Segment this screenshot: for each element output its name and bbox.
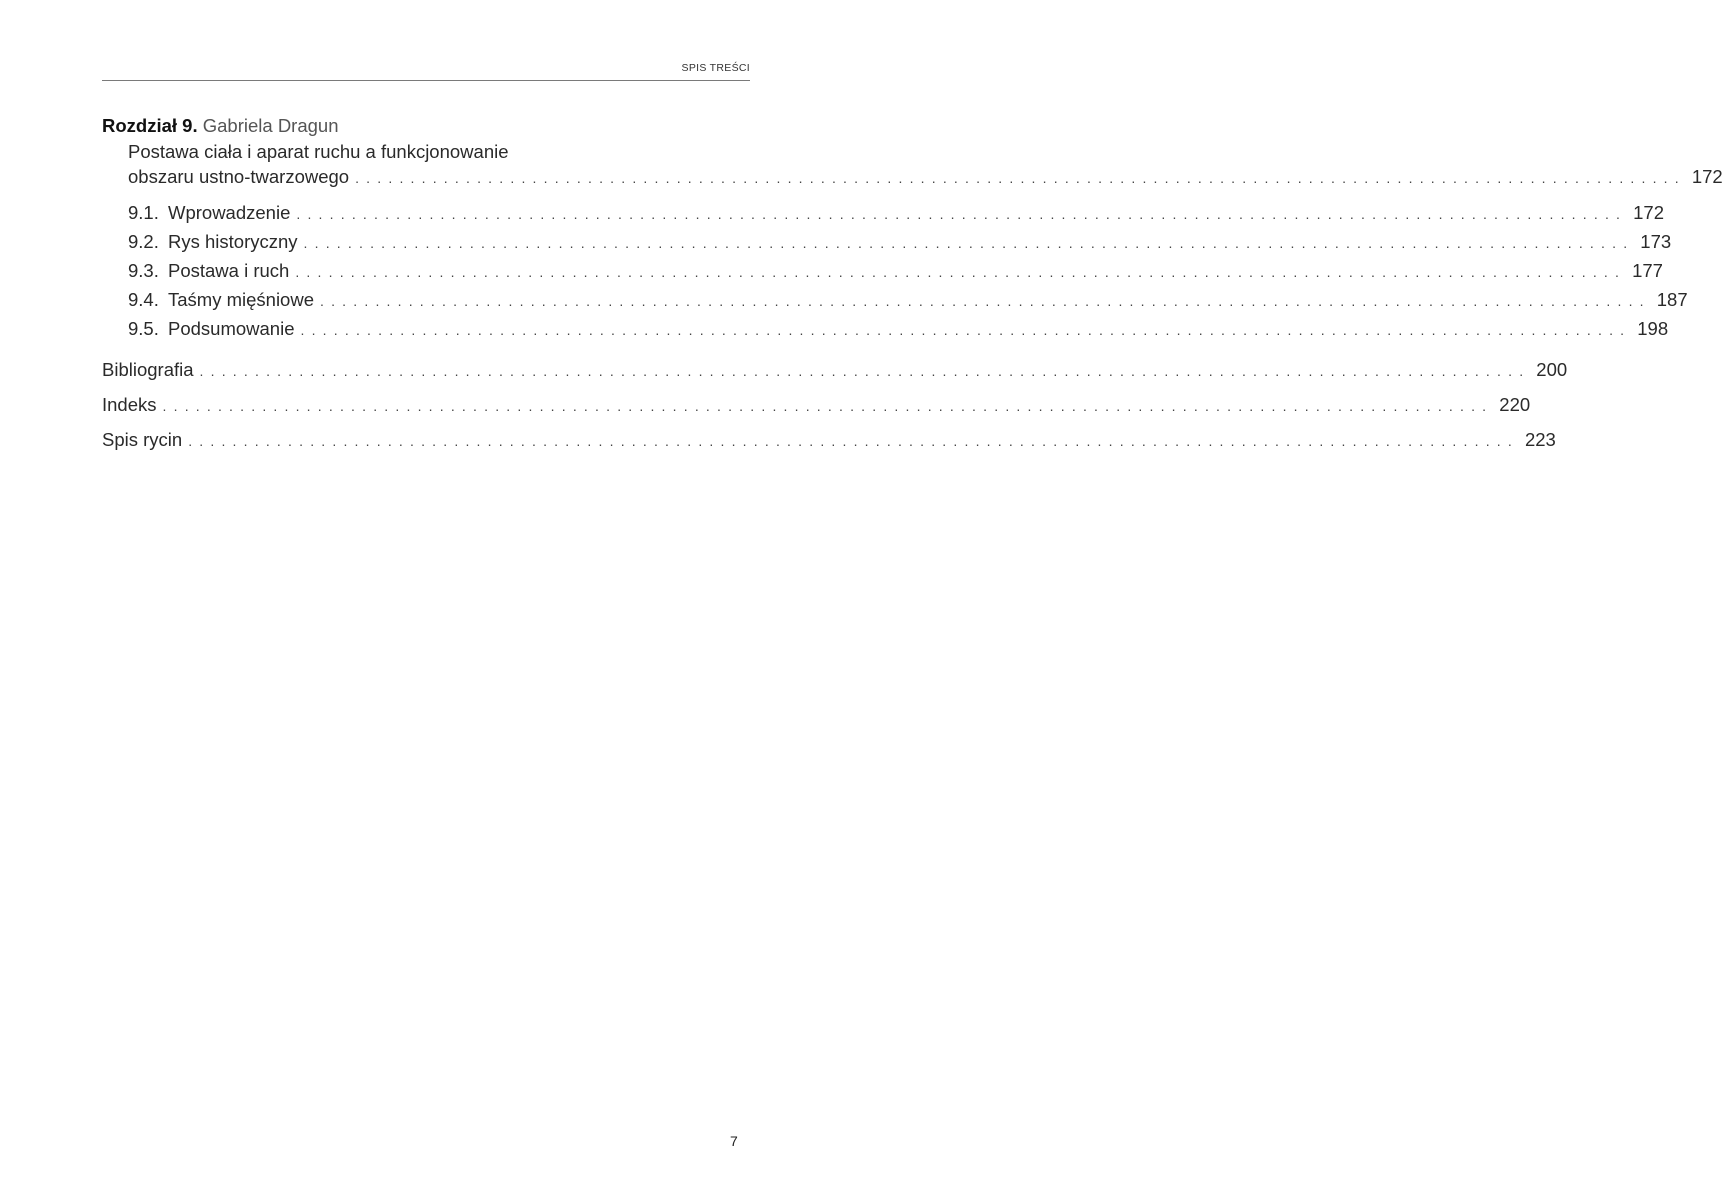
toc-entry-section[interactable] xyxy=(128,286,1688,315)
toc-entry-section[interactable] xyxy=(128,257,1663,286)
toc-entry-figures[interactable] xyxy=(102,423,1556,458)
back-matter-list xyxy=(102,353,1568,458)
dot-leader: ........................................................................................................................ xyxy=(188,433,1519,449)
section-number: 9.2. xyxy=(128,231,159,252)
page-ref: 172 xyxy=(1633,202,1665,223)
chapter-title-line: obszaru ustno-twarzowego xyxy=(128,166,350,187)
section-number: 9.1. xyxy=(128,202,159,223)
chapter-author: Gabriela Dragun xyxy=(202,115,339,136)
entry-title: Bibliografia xyxy=(102,359,194,380)
toc-entry-section[interactable] xyxy=(128,199,1665,228)
dot-leader: ........................................................................................................................ xyxy=(199,363,1531,379)
section-title: Taśmy mięśniowe xyxy=(168,289,314,310)
page-ref: 172 xyxy=(1691,166,1723,187)
entry-title: Indeks xyxy=(102,394,157,415)
dot-leader: ........................................................................................................................ xyxy=(355,170,1686,186)
chapter-title xyxy=(102,139,1723,191)
section-title: Rys historyczny xyxy=(168,231,298,252)
table-of-contents xyxy=(102,113,1723,458)
section-number: 9.3. xyxy=(128,260,159,281)
running-header: SPIS TREŚCI xyxy=(681,62,750,74)
page-ref: 177 xyxy=(1632,260,1663,281)
dot-leader: ........................................................................................................................ xyxy=(295,264,1627,280)
toc-entry-section[interactable] xyxy=(128,315,1669,344)
dot-leader: ........................................................................................................................ xyxy=(320,293,1651,309)
toc-entry-section[interactable] xyxy=(128,228,1672,257)
chapter-heading xyxy=(102,113,750,139)
chapter-number: Rozdział 9. xyxy=(102,115,198,136)
page-ref: 198 xyxy=(1637,318,1669,339)
section-title: Postawa i ruch xyxy=(168,260,290,281)
dot-leader: ........................................................................................................................ xyxy=(303,235,1635,251)
section-title: Podsumowanie xyxy=(168,318,295,339)
dot-leader: ........................................................................................................................ xyxy=(162,398,1494,414)
toc-entry-chapter[interactable] xyxy=(128,164,1723,191)
section-number: 9.5. xyxy=(128,318,159,339)
entry-title: Spis rycin xyxy=(102,429,183,450)
page-number: 7 xyxy=(730,1133,738,1149)
toc-entry-index[interactable] xyxy=(102,388,1531,423)
page-ref: 223 xyxy=(1524,429,1556,450)
section-number: 9.4. xyxy=(128,289,159,310)
page-ref: 220 xyxy=(1499,394,1531,415)
dot-leader: ........................................................................................................................ xyxy=(300,322,1632,338)
toc-entry-bibliography[interactable] xyxy=(102,353,1568,388)
chapter-title-line: Postawa ciała i aparat ruchu a funkcjonowanie xyxy=(128,141,509,162)
page-ref: 200 xyxy=(1536,359,1568,380)
section-title: Wprowadzenie xyxy=(168,202,291,223)
dot-leader: ........................................................................................................................ xyxy=(296,206,1628,222)
page-ref: 187 xyxy=(1656,289,1688,310)
section-list xyxy=(102,199,1688,344)
page-ref: 173 xyxy=(1640,231,1672,252)
header-rule xyxy=(102,80,750,81)
